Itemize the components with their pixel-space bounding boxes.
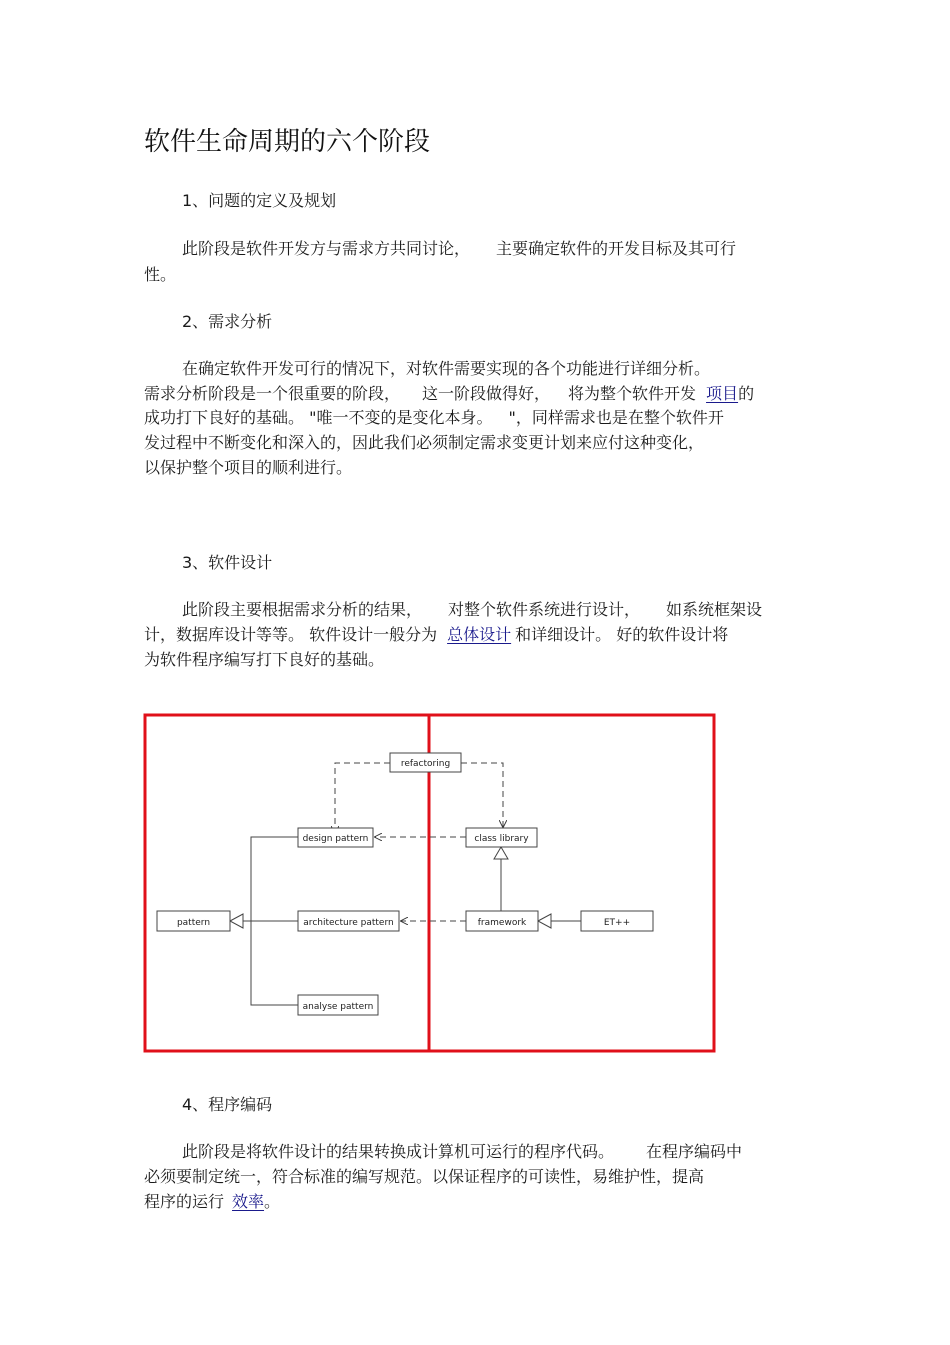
svg-text:architecture pattern: architecture pattern	[303, 918, 394, 928]
section-1-heading: 1、问题的定义及规划	[182, 191, 337, 210]
link-efficiency[interactable]: 效率	[232, 1192, 265, 1211]
page-title: 软件生命周期的六个阶段	[144, 127, 431, 157]
svg-text:ET++: ET++	[603, 918, 631, 928]
box-etpp	[581, 911, 653, 931]
svg-text:refactoring: refactoring	[400, 759, 451, 769]
text-segment: 这一阶段做得好，	[422, 384, 551, 403]
box-pattern	[157, 911, 230, 931]
svg-text:analyse pattern: analyse pattern	[302, 1002, 374, 1012]
svg-text:design pattern: design pattern	[302, 834, 369, 844]
text-segment: 对整个软件系统进行设计，	[448, 600, 641, 619]
text-segment: 此阶段是软件开发方与需求方共同讨论，	[182, 239, 471, 258]
text-segment: 主要确定软件的开发目标及其可行	[496, 239, 737, 258]
text-segment: 如系统框架设	[666, 600, 763, 619]
section-3-line-2	[144, 623, 728, 647]
box-analyse-pattern	[298, 995, 378, 1015]
svg-text:pattern: pattern	[176, 918, 211, 928]
text-segment: 此阶段主要根据需求分析的结果，	[182, 600, 423, 619]
text-segment: 和详细设计。 好的软件设计将	[515, 625, 729, 644]
text-segment: 计，数据库设计等等。 软件设计一般分为	[144, 625, 438, 644]
section-4-heading: 4、程序编码	[182, 1095, 273, 1114]
pattern-diagram	[143, 703, 717, 1061]
box-architecture-pattern	[298, 911, 399, 931]
section-2-line-4: 发过程中不断变化和深入的，因此我们必须制定需求变更计划来应付这种变化，	[144, 433, 705, 452]
text-segment: 的	[738, 384, 755, 403]
section-1-text	[182, 237, 736, 261]
section-2-heading: 2、需求分析	[182, 312, 273, 331]
text-segment: 需求分析阶段是一个很重要的阶段，	[144, 384, 401, 403]
section-1-text-cont: 性。	[144, 265, 177, 284]
svg-text:class library: class library	[474, 834, 529, 844]
text-segment: 此阶段是将软件设计的结果转换成计算机可运行的程序代码。	[182, 1142, 615, 1161]
box-refactoring	[390, 753, 461, 772]
section-2-line-1: 在确定软件开发可行的情况下，对软件需要实现的各个功能进行详细分析。	[182, 359, 711, 378]
text-segment: 在程序编码中	[646, 1142, 743, 1161]
section-3-heading: 3、软件设计	[182, 553, 273, 572]
section-2-line-5: 以保护整个项目的顺利进行。	[144, 458, 353, 477]
svg-text:framework: framework	[477, 918, 527, 928]
text-segment: "，同样需求也是在整个软件开	[508, 408, 724, 427]
section-4-line-1	[182, 1140, 742, 1164]
section-3-line-3: 为软件程序编写打下良好的基础。	[144, 650, 385, 669]
section-2-line-2	[144, 382, 754, 406]
section-3-line-1	[182, 598, 762, 622]
text-segment: 程序的运行	[144, 1192, 225, 1211]
text-segment: 。	[264, 1192, 281, 1211]
box-design-pattern	[298, 828, 373, 847]
section-2-line-3	[144, 406, 724, 430]
text-segment: 将为整个软件开发	[568, 384, 697, 403]
section-4-line-3	[144, 1190, 280, 1214]
link-project[interactable]: 项目	[706, 384, 739, 403]
box-class-library	[466, 828, 537, 847]
box-framework	[466, 911, 538, 931]
link-overall-design[interactable]: 总体设计	[447, 625, 512, 644]
section-4-line-2: 必须要制定统一，符合标准的编写规范。以保证程序的可读性，易维护性，提高	[144, 1167, 705, 1186]
text-segment: 成功打下良好的基础。 "唯一不变的是变化本身。	[144, 408, 493, 427]
